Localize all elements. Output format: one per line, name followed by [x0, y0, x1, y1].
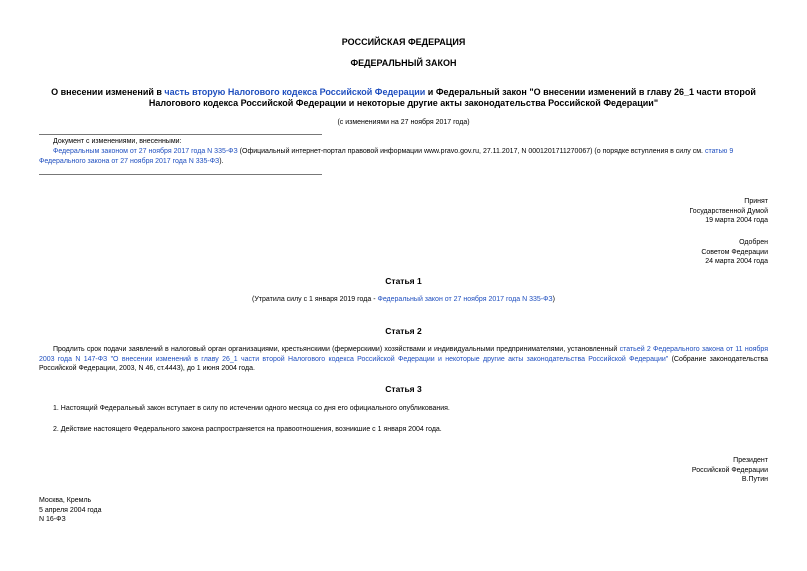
signature-line2: Российской Федерации [691, 466, 768, 474]
adopted-line3: 19 марта 2004 года [705, 217, 768, 224]
approved-line2: Советом Федерации [701, 248, 768, 256]
article1-link-335fz[interactable]: Федеральный закон от 27 ноября 2017 года N 335-ФЗ [377, 296, 553, 303]
adopted-line1: Принят [744, 198, 768, 205]
approved-block [701, 238, 768, 267]
signature-block [692, 456, 768, 485]
footer-number: N 16-ФЗ [39, 516, 66, 523]
article2-text [39, 345, 768, 374]
changes-text [39, 147, 769, 166]
article1-text [0, 295, 807, 305]
title-rest: и Федеральный закон "О внесении изменений в главу 26_1 части второй Налогового кодекса Российской Федерации и некоторые другие акты законодательства Российской Федерации" [148, 87, 756, 108]
title-link-tax-code[interactable]: часть вторую Налогового кодекса Российской Федерации [164, 87, 426, 97]
document-title [50, 87, 757, 109]
changes-label: Документ с изменениями, внесенными: [53, 138, 182, 145]
article2-text-b: (Собрание законодательства Российской Федерации, 2003, N 46, ст.4443), до 1 июня 2004 года. [39, 355, 768, 372]
adopted-line2: Государственной Думой [689, 207, 768, 215]
adopted-block [689, 197, 768, 226]
footer-block [39, 496, 102, 525]
footer-place: Москва, Кремль [39, 497, 92, 504]
changes-top-divider [39, 134, 322, 135]
header-country: РОССИЙСКАЯ ФЕДЕРАЦИЯ [341, 37, 466, 47]
title-prefix: О внесении изменений в [51, 87, 165, 97]
changes-text-part1: (Официальный интернет-портал правовой информации www.pravo.gov.ru, 27.11.2017, N 0001201711270067) (о порядке вступления в силу см. [237, 148, 705, 155]
edition-note: (с изменениями на 27 ноября 2017 года) [337, 119, 470, 126]
article2-heading: Статья 2 [385, 326, 422, 336]
article2-text-a: Продлить срок подачи заявлений в налоговый орган организациями, крестьянскими (фермерскими) хозяйствами и индивидуальными предпринимателями, установленный [53, 346, 620, 353]
article1-text-a: (Утратила силу с 1 января 2019 года - [252, 296, 378, 303]
changes-link-335fz[interactable]: Федеральным законом от 27 ноября 2017 года N 335-ФЗ [53, 148, 238, 155]
footer-date: 5 апреля 2004 года [39, 506, 102, 514]
signature-line1: Президент [733, 457, 768, 464]
article1-text-b: ) [552, 296, 555, 303]
changes-text-part2: ). [219, 157, 224, 165]
approved-line1: Одобрен [739, 239, 768, 246]
header-doc-type: ФЕДЕРАЛЬНЫЙ ЗАКОН [350, 58, 457, 68]
article2-link-147fz[interactable]: статьей 2 Федерального закона от 11 ноября 2003 года N 147-ФЗ "О внесении изменений в главу 26_1 части второй Налогового кодекса Российской Федерации и некоторые другие акты законодательства Российской Федерации" [39, 346, 768, 363]
changes-link-article9[interactable]: статью 9 Федерального закона от 27 ноября 2017 года N 335-ФЗ [39, 148, 734, 165]
article3-item2: 2. Действие настоящего Федерального закона распространяется на правоотношения, возникшие с 1 января 2004 года. [53, 426, 442, 433]
article3-heading: Статья 3 [385, 384, 422, 394]
article1-heading: Статья 1 [385, 276, 422, 286]
approved-line3: 24 марта 2004 года [705, 258, 768, 265]
signature-name: В.Путин [741, 476, 768, 483]
changes-bottom-divider [39, 174, 322, 175]
article3-item1: 1. Настоящий Федеральный закон вступает в силу по истечении одного месяца со дня его официального опубликования. [53, 405, 450, 412]
